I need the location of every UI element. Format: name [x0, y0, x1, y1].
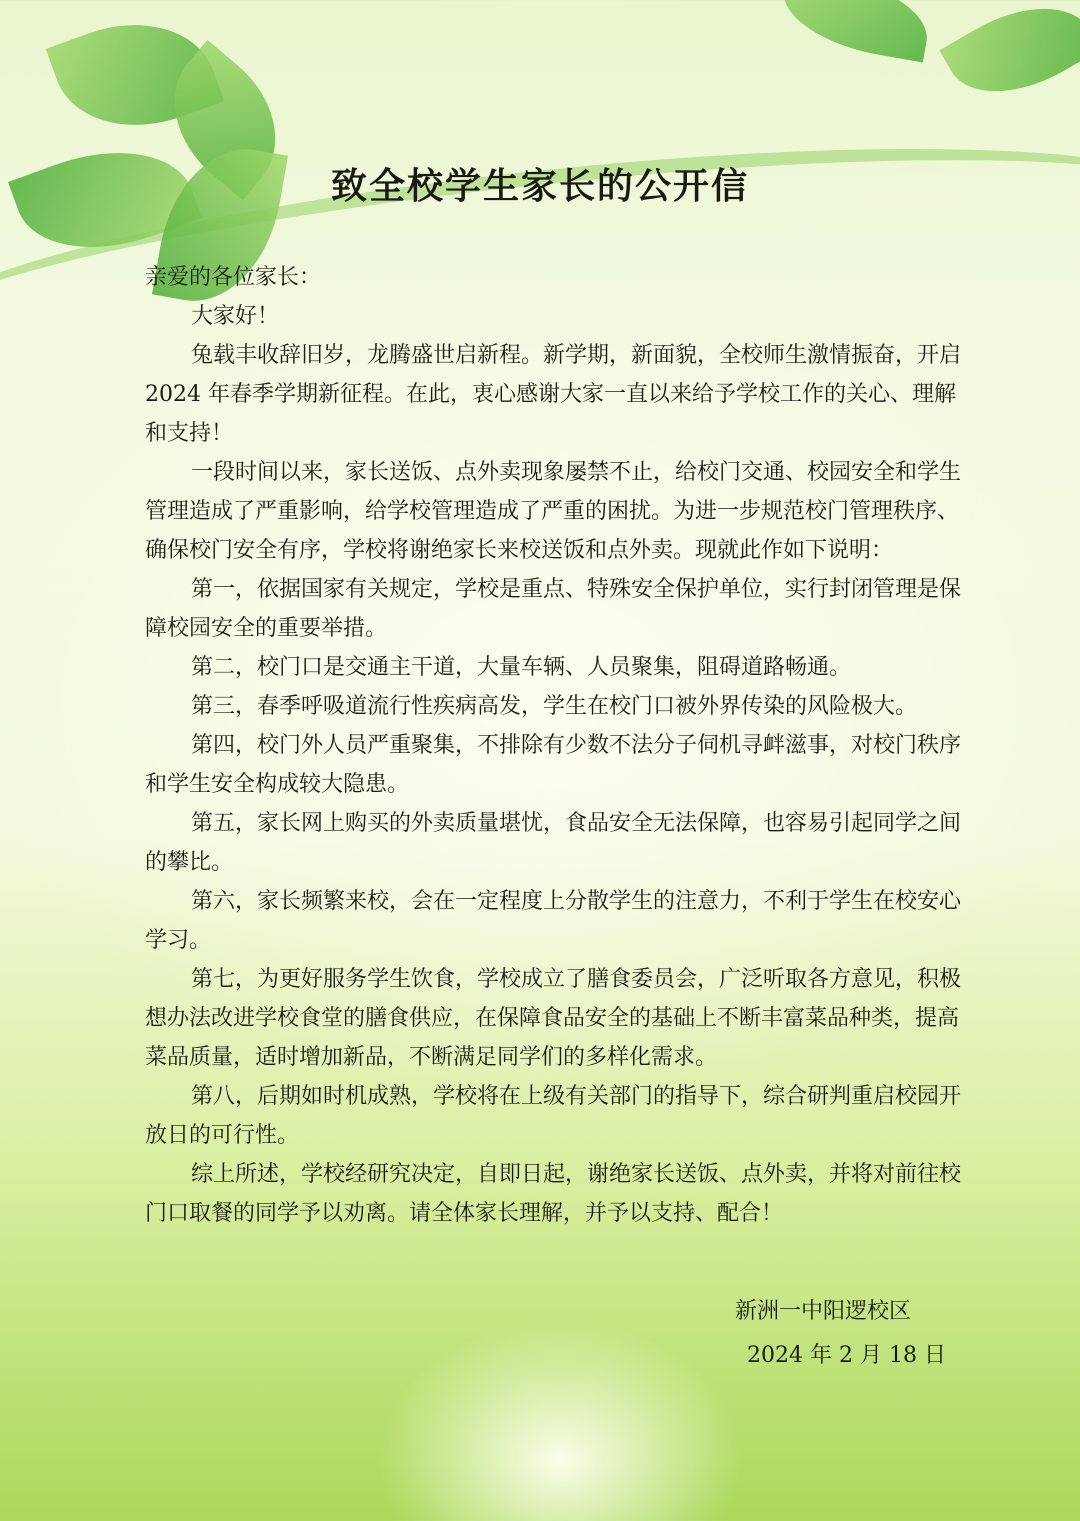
paragraph-line: 想办法改进学校食堂的膳食供应，在保障食品安全的基础上不断丰富菜品种类，提高	[145, 1006, 960, 1031]
paragraph-line: 兔载丰收辞旧岁，龙腾盛世启新程。新学期，新面貌，全校师生激情振奋，开启	[191, 343, 962, 368]
paragraph	[145, 1077, 962, 1155]
paragraph-line: 第四，校门外人员严重聚集，不排除有少数不法分子伺机寻衅滋事，对校门秩序	[191, 733, 962, 758]
paragraph-line: 综上所述，学校经研究决定，自即日起，谢绝家长送饭、点外卖，并将对前往校	[191, 1162, 962, 1187]
paragraph	[145, 648, 955, 687]
paragraph-line: 第五，家长网上购买的外卖质量堪忧，食品安全无法保障，也容易引起同学之间	[191, 811, 962, 836]
paragraph-line: 和学生安全构成较大隐患。	[145, 772, 410, 797]
paragraph	[145, 960, 962, 1077]
leaf-decoration	[775, 0, 935, 62]
paragraph-line: 第七，为更好服务学生饮食，学校成立了膳食委员会，广泛听取各方意见，积极	[191, 967, 962, 992]
paragraph	[145, 1155, 962, 1233]
letter-title: 致全校学生家长的公开信	[330, 166, 749, 207]
paragraph	[145, 687, 955, 726]
paragraph-line: 和支持！	[145, 421, 234, 446]
paragraph-line: 确保校门安全有序，学校将谢绝家长来校送饭和点外卖。现就此作如下说明：	[145, 538, 894, 563]
greeting: 亲爱的各位家长：	[145, 265, 322, 290]
signature-block	[735, 1290, 946, 1378]
paragraph-line: 第二，校门口是交通主干道，大量车辆、人员聚集，阻碍道路畅通。	[191, 655, 852, 680]
paragraph-line: 第六，家长频繁来校，会在一定程度上分散学生的注意力，不利于学生在校安心	[191, 889, 962, 914]
paragraph-line: 管理造成了严重影响，给学校管理造成了严重的困扰。为进一步规范校门管理秩序、	[145, 499, 960, 524]
paragraph-line: 2024 年春季学期新征程。在此，衷心感谢大家一直以来给予学校工作的关心、理解	[145, 382, 956, 407]
paragraph-line: 第一，依据国家有关规定，学校是重点、特殊安全保护单位，实行封闭管理是保	[191, 577, 962, 602]
paragraph	[145, 882, 962, 960]
leaf-decoration	[939, 0, 1080, 120]
paragraph-line: 放日的可行性。	[145, 1123, 300, 1148]
paragraph-line: 学习。	[145, 928, 212, 953]
signature-organization: 新洲一中阳逻校区	[735, 1299, 912, 1324]
paragraph	[145, 804, 962, 882]
paragraph-line: 第八，后期如时机成熟，学校将在上级有关部门的指导下，综合研判重启校园开	[191, 1084, 962, 1109]
paragraph	[145, 570, 962, 648]
paragraph	[145, 336, 962, 453]
paragraph-line: 门口取餐的同学予以劝离。请全体家长理解，并予以支持、配合！	[145, 1201, 784, 1226]
paragraph-line: 一段时间以来，家长送饭、点外卖现象屡禁不止，给校门交通、校园安全和学生	[191, 460, 962, 485]
letter-body	[145, 258, 962, 1233]
paragraph	[145, 453, 962, 570]
paragraph-line: 障校园安全的重要举措。	[145, 616, 388, 641]
paragraph	[145, 726, 962, 804]
paragraph-line: 的攀比。	[145, 850, 234, 875]
paragraph	[145, 297, 955, 336]
paragraph-line: 菜品质量，适时增加新品，不断满足同学们的多样化需求。	[145, 1045, 718, 1070]
paragraph-line: 大家好！	[191, 304, 280, 329]
paragraph-line: 第三，春季呼吸道流行性疾病高发，学生在校门口被外界传染的风险极大。	[191, 694, 918, 719]
signature-date: 2024 年 2 月 18 日	[747, 1343, 946, 1368]
